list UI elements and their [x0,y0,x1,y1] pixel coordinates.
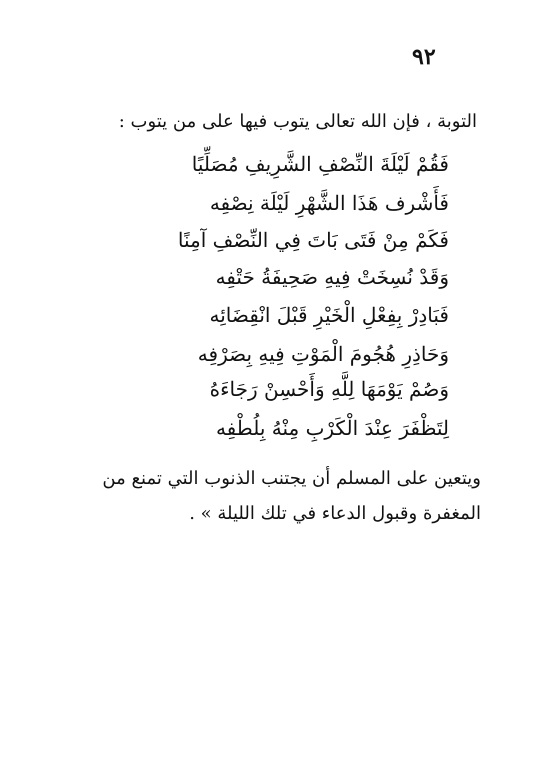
verse-line: فَأَشْرف هَذَا الشَّهْرِ لَيْلَة نِصْفِه [209,191,449,215]
page-number: ٩٢ [412,44,436,70]
verse-line: وَحَاذِرِ هُجُومَ الْمَوْتِ فِيهِ بِصَرْفِه [197,342,449,366]
verse-line: وَصُمْ يَوْمَهَا لِلَّهِ وَأَحْسِنْ رَجَاءَهُ [209,377,449,401]
verse-line: لِتَظْفَرَ عِنْدَ الْكَرْبِ مِنْهُ بِلُطْفِه [215,416,449,440]
verse-line: فَقُمْ لَيْلَةَ النِّصْفِ الشَّرِيفِ مُصَلِّيًا [191,152,449,176]
closing-paragraph-line: المغفرة وقبول الدعاء في تلك الليلة » . [189,503,481,524]
verse-line: وَقَدْ نُسِخَتْ فِيهِ صَحِيفَةُ حَتْفِه [215,265,449,289]
verse-line: فَكَمْ مِنْ فَتَى بَاتَ فِي النِّصْفِ آمِنًا [177,228,449,252]
closing-paragraph-line: ويتعين على المسلم أن يجتنب الذنوب التي تمنع من [102,468,481,489]
verse-line: فَبَادِرْ بِفِعْلِ الْخَيْرِ قَبْلَ انْقِضَائِه [209,303,449,327]
intro-line: التوبة ، فإن الله تعالى يتوب فيها على من يتوب : [118,111,477,132]
